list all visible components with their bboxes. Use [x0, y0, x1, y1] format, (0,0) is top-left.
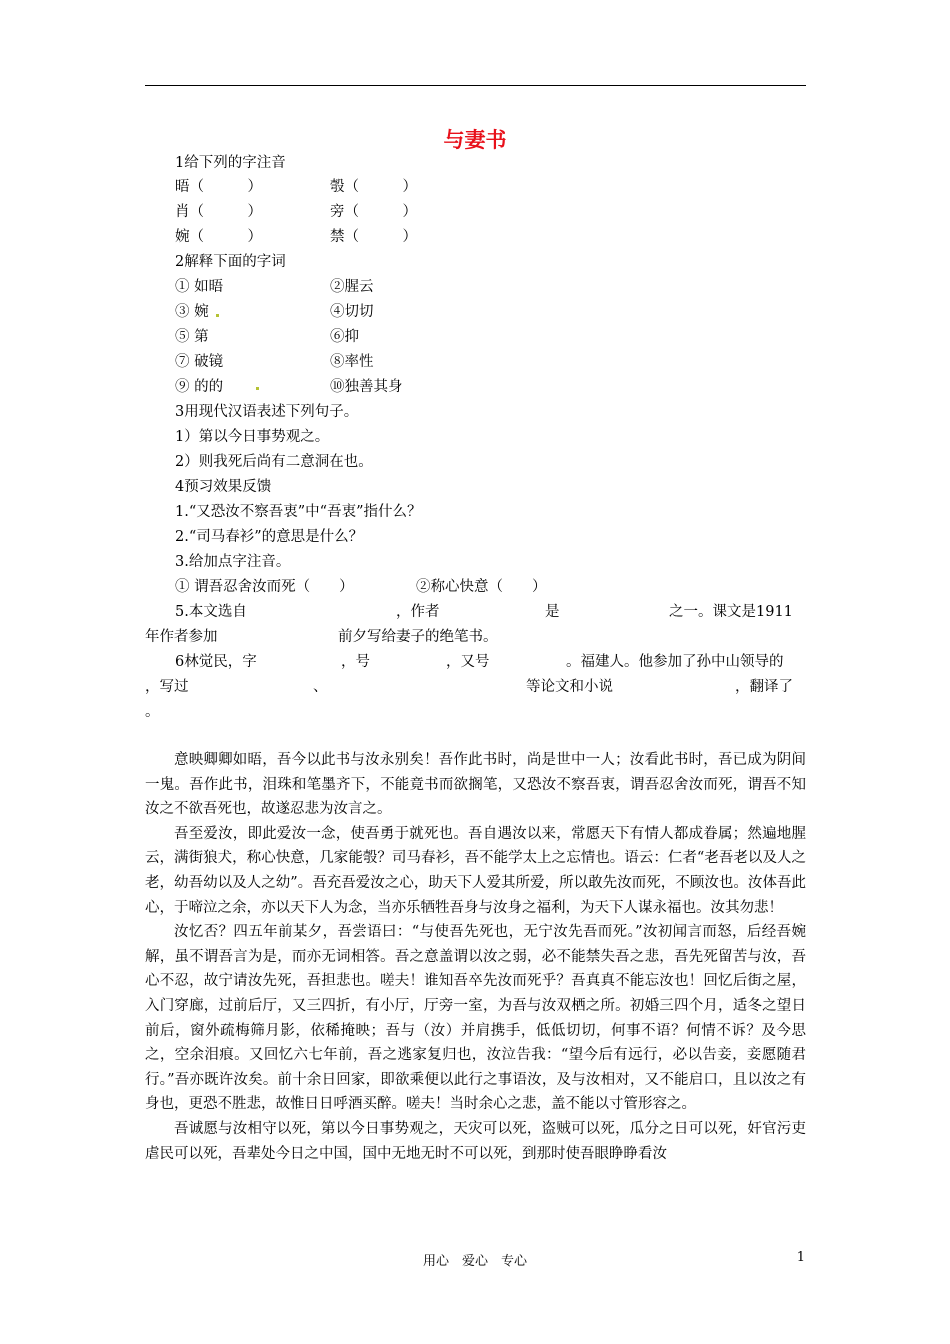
q6-text: ，又号 [446, 654, 490, 670]
q5-text: 是 [545, 604, 560, 620]
q2-item: ⑨ 的的 [175, 379, 224, 395]
q6-text: ，翻译了 [735, 679, 793, 695]
q4-sub-item: ① 谓吾忍舍汝而死（ ） [175, 579, 354, 595]
q2-item: ⑦ 破镜 [175, 354, 224, 370]
question-4-heading: 4预习效果反馈 [175, 479, 272, 495]
letter-paragraph: 吾诚愿与汝相守以死，第以今日事势观之，天灾可以死，盗贼可以死，瓜分之日可以死，奸官污吏虐民可以死，吾辈处今日之中国，国中无地无时不可以死，到那时使吾眼睁睁看汝 [145, 1120, 806, 1162]
q2-item: ① 如晤 [175, 279, 224, 295]
q6-text: 等论文和小说 [526, 679, 613, 695]
header-rule [145, 85, 806, 86]
q2-item: ⑩独善其身 [330, 379, 403, 395]
question-2-heading: 2解释下面的字词 [175, 254, 286, 270]
q4-item: 1.“又恐汝不察吾衷”中“吾衷”指什么？ [175, 504, 422, 520]
q4-item: 3.给加点字注音。 [175, 554, 291, 570]
emphasis-dot [256, 387, 259, 390]
q2-item: ④切切 [330, 304, 374, 320]
emphasis-dot [216, 314, 219, 317]
q5-text: ，作者 [396, 604, 440, 620]
q2-item: ⑧率性 [330, 354, 374, 370]
q5-text: 之一。课文是1911 [669, 604, 793, 620]
page-number: 1 [796, 1250, 805, 1265]
q6-text: 。 [145, 704, 160, 720]
question-3-heading: 3用现代汉语表述下列句子。 [175, 404, 359, 420]
q6-text: 6林觉民，字 [175, 654, 257, 670]
question-1-heading: 1给下列的字注音 [175, 155, 286, 171]
letter-paragraph: 意映卿卿如晤，吾今以此书与汝永别矣！吾作此书时，尚是世中一人；汝看此书时，吾已成为阴间一鬼。吾作此书，泪珠和笔墨齐下，不能竟书而欲搁笔，又恐汝不察吾衷，谓吾忍舍汝而死，谓吾不知汝之不欲吾死也，故遂忍悲为汝言之。 [145, 752, 806, 818]
q3-item: 1）第以今日事势观之。 [175, 429, 330, 445]
q5-text: 年作者参加 [145, 629, 218, 645]
letter-paragraph: 吾至爱汝，即此爱汝一念，使吾勇于就死也。吾自遇汝以来，常愿天下有情人都成眷属；然遍地腥云，满街狼犬，称心快意，几家能彀？司马春衫，吾不能学太上之忘情也。语云：仁者“老吾老以及人之老，幼吾幼以及人之幼”。吾充吾爱汝之心，助天下人爱其所爱，所以敢先汝而死，不顾汝也。汝体吾此心，于啼泣之余，亦以天下人为念，当亦乐牺牲吾身与汝身之福利，为天下人谋永福也。汝其勿悲！ [145, 825, 806, 916]
q6-text: ，写过 [145, 679, 189, 695]
q2-item: ③ 婉 [175, 304, 209, 320]
q1-item: 肖（ ） [175, 204, 262, 220]
q1-item: 旁（ ） [330, 204, 417, 220]
letter-paragraph: 汝忆否？四五年前某夕，吾尝语曰：“与使吾先死也，无宁汝先吾而死。”汝初闻言而怒，后经吾婉解，虽不谓吾言为是，而亦无词相答。吾之意盖谓以汝之弱，必不能禁失吾之悲，吾先死留苦与汝，吾心不忍，故宁请汝先死，吾担悲也。嗟夫！谁知吾卒先汝而死乎？吾真真不能忘汝也！回忆后街之屋，入门穿廊，过前后厅，又三四折，有小厅，厅旁一室，为吾与汝双栖之所。初婚三四个月，适冬之望日前后，窗外疏梅筛月影，依稀掩映；吾与（汝）并肩携手，低低切切，何事不语？何情不诉？及今思之，空余泪痕。又回忆六七年前，吾之逃家复归也，汝泣告我：“望今后有远行，必以告妾，妾愿随君行。”吾亦既许汝矣。前十余日回家，即欲乘便以此行之事语汝，及与汝相对，又不能启口，且以汝之有身也，更恐不胜悲，故惟日日呼酒买醉。嗟夫！当时余心之悲，盖不能以寸管形容之。 [145, 924, 806, 1113]
q6-text: ，号 [341, 654, 370, 670]
q2-item: ⑥抑 [330, 329, 359, 345]
letter-body [145, 748, 806, 1166]
q1-item: 婉（ ） [175, 229, 262, 245]
q4-sub-item: ②称心快意（ ） [416, 579, 547, 595]
q1-item: 禁（ ） [330, 229, 417, 245]
q2-item: ②腥云 [330, 279, 374, 295]
q1-item: 彀（ ） [330, 179, 417, 195]
q3-item: 2）则我死后尚有二意洞在也。 [175, 454, 373, 470]
q6-text: 、 [313, 679, 328, 695]
footer-slogan: 用心 爱心 专心 [422, 1254, 527, 1269]
q6-text: 。福建人。他参加了孙中山领导的 [566, 654, 784, 670]
q1-item: 晤（ ） [175, 179, 262, 195]
q2-item: ⑤ 第 [175, 329, 209, 345]
document-title: 与妻书 [443, 128, 507, 152]
q5-text: 5.本文选自 [175, 604, 247, 620]
q4-item: 2.“司马春衫”的意思是什么？ [175, 529, 364, 545]
q5-text: 前夕写给妻子的绝笔书。 [338, 629, 498, 645]
